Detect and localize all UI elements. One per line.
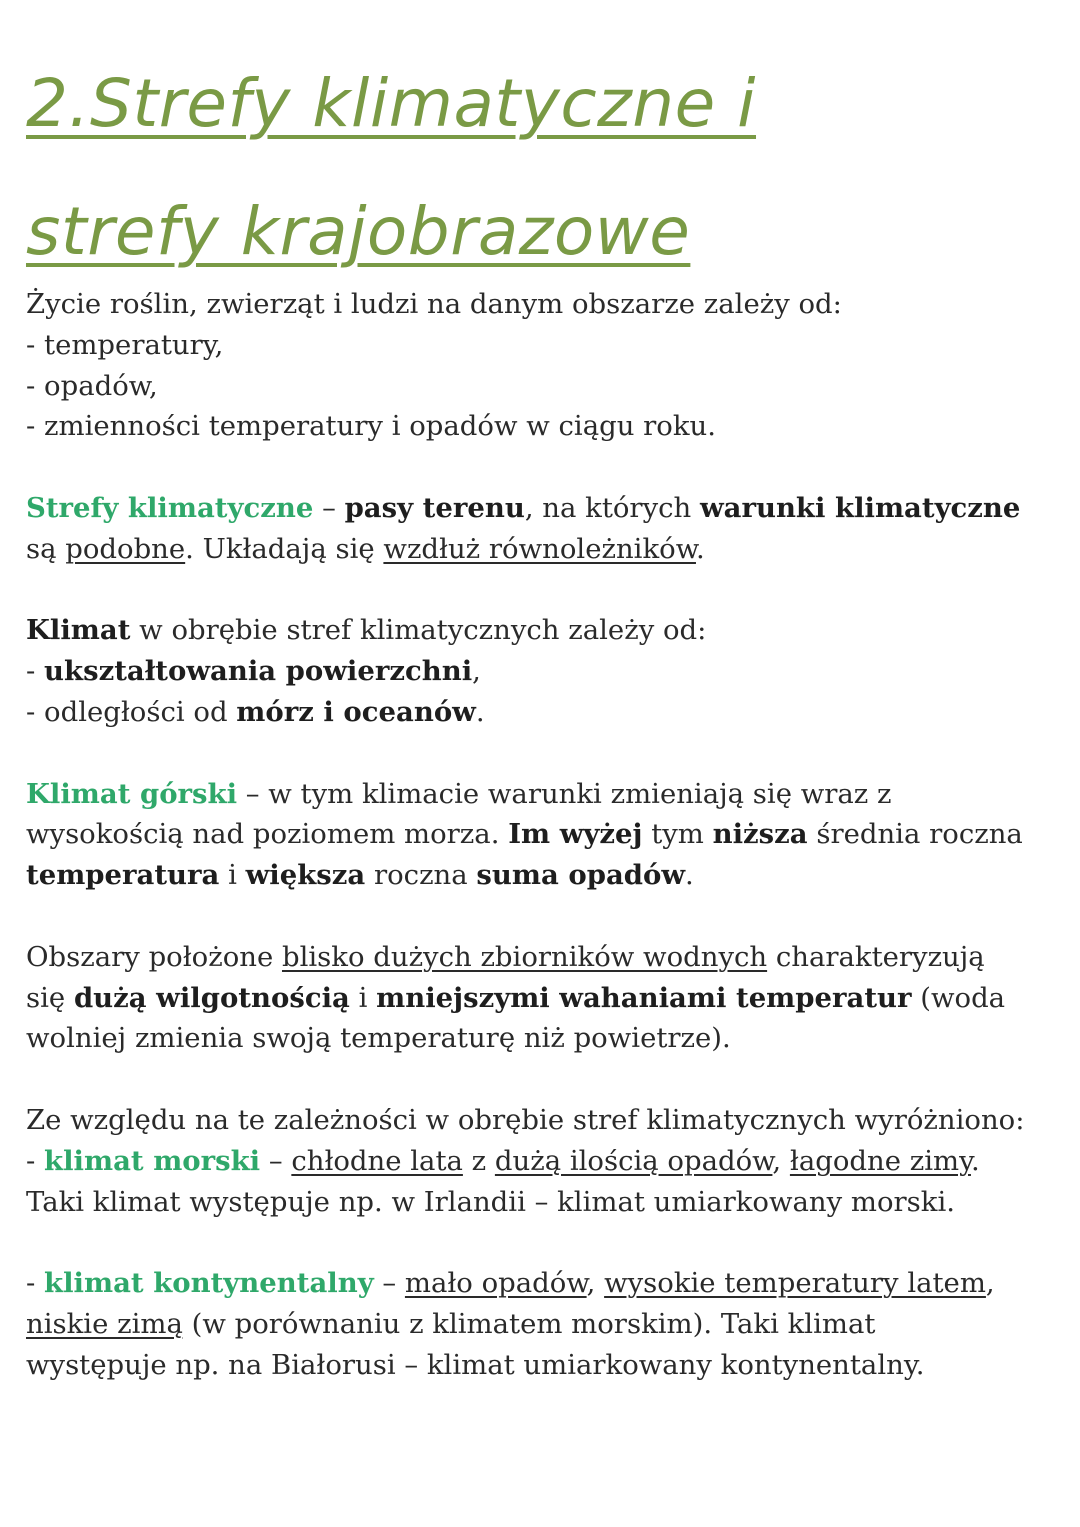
klimat-paragraph-line-1: Klimat w obrębie stref klimatycznych zależy od: [26,614,707,647]
gorski-paragraph-line-3: temperatura i większa roczna suma opadów. [26,859,694,892]
title-line-1: 2.Strefy klimatyczne i [26,65,757,142]
klimat-item-1: - ukształtowania powierzchni, [26,655,481,688]
page-title [26,40,756,296]
obszary-paragraph-line-1: Obszary położone blisko dużych zbiorników wodnych charakteryzują [26,940,985,973]
strefy-paragraph-line-2: są podobne. Układają się wzdłuż równoleżników. [26,532,705,565]
intro-lead: Życie roślin, zwierząt i ludzi na danym obszarze zależy od: [26,288,842,320]
strefy-term: Strefy klimatyczne [26,491,314,524]
intro-item-3: - zmienności temperatury i opadów w ciągu roku. [26,410,716,443]
gorski-paragraph-line-2: wysokością nad poziomem morza. Im wyżej tym niższa średnia roczna [26,818,1023,851]
kontynentalny-term: klimat kontynentalny [44,1267,374,1300]
obszary-paragraph-line-3: wolniej zmienia swoją temperaturę niż powietrze). [26,1022,731,1055]
strefy-paragraph-line-1: Strefy klimatyczne – pasy terenu, na których warunki klimatyczne [26,491,1021,524]
gorski-term: Klimat górski [26,777,238,810]
kontynentalny-item-line-1: - klimat kontynentalny – mało opadów, wysokie temperatury latem, [26,1267,995,1300]
intro-item-2: - opadów, [26,369,158,402]
title-line-2: strefy krajobrazowe [26,193,691,270]
obszary-paragraph-line-2: się dużą wilgotnością i mniejszymi wahaniami temperatur (woda [26,981,1006,1014]
morski-item-line-1: - klimat morski – chłodne lata z dużą ilością opadów, łagodne zimy. [26,1144,980,1177]
morski-term: klimat morski [44,1144,261,1177]
klimat-item-2: - odległości od mórz i oceanów. [26,695,485,728]
morski-item-line-2: Taki klimat występuje np. w Irlandii – klimat umiarkowany morski. [26,1185,955,1218]
document-body [26,284,1066,1386]
intro-item-1: - temperatury, [26,328,224,361]
gorski-paragraph-line-1: Klimat górski – w tym klimacie warunki zmieniają się wraz z [26,777,892,810]
kontynentalny-item-line-3: występuje np. na Białorusi – klimat umiarkowany kontynentalny. [26,1348,925,1381]
kontynentalny-item-line-2: niskie zimą (w porównaniu z klimatem morskim). Taki klimat [26,1307,876,1340]
morski-lead: Ze względu na te zależności w obrębie stref klimatycznych wyróżniono: [26,1103,1025,1136]
